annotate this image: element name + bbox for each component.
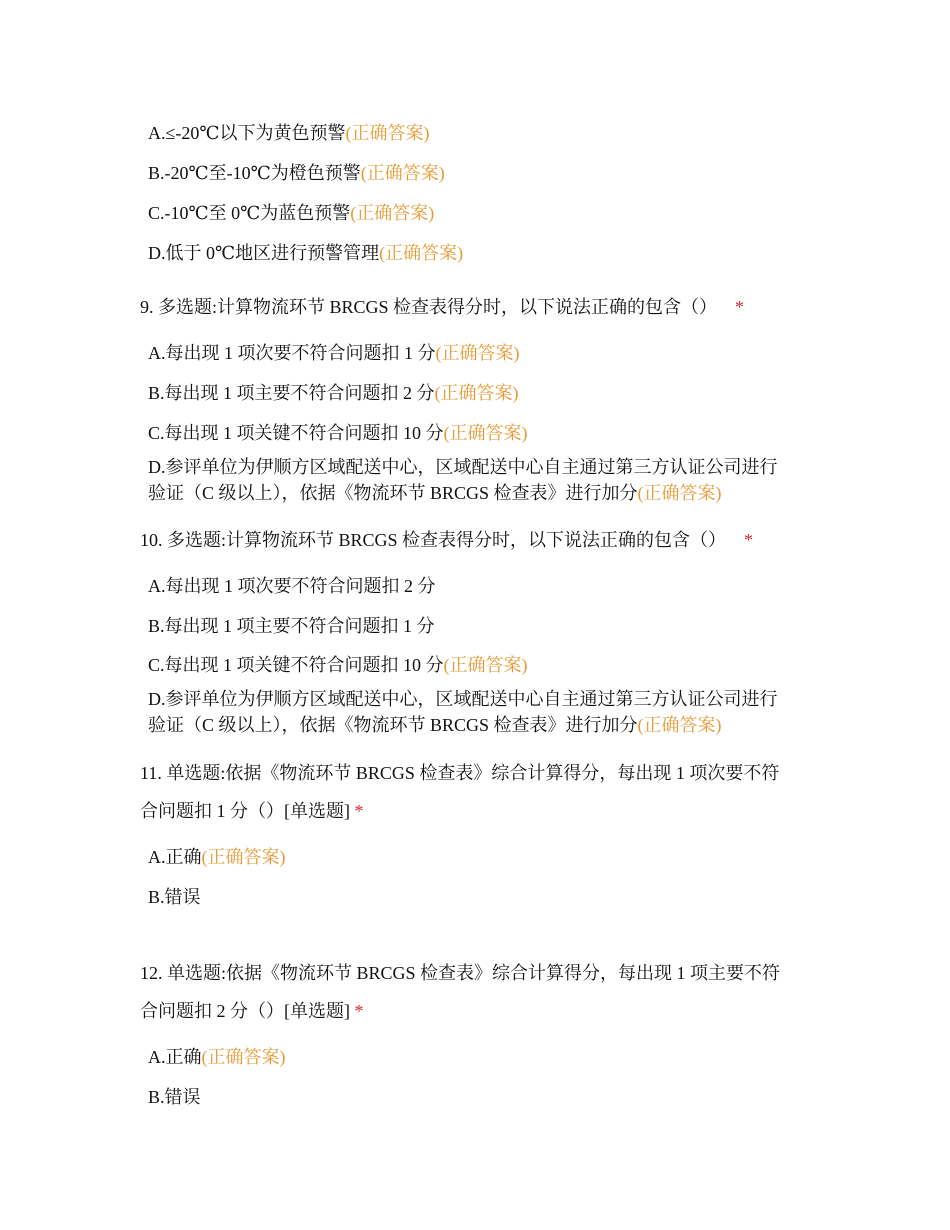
q12-option-a — [148, 1046, 286, 1068]
required-mark: * — [744, 530, 754, 550]
required-mark: * — [735, 297, 745, 317]
correct-answer-label: (正确答案) — [443, 423, 528, 443]
q9-option-b — [148, 382, 519, 404]
option-text: 验证（C 级以上），依据《物流环节 BRCGS 检查表》进行加分 — [148, 483, 638, 503]
question-text: 合问题扣 2 分（）[单选题] — [140, 1001, 350, 1021]
q10-option-c — [148, 654, 528, 676]
q11-option-a — [148, 846, 286, 868]
q11-option-b — [148, 886, 201, 908]
question-text: 9. 多选题:计算物流环节 BRCGS 检查表得分时，以下说法正确的包含（） — [140, 297, 718, 317]
option-text: D.参评单位为伊顺方区域配送中心，区域配送中心自主通过第三方认证公司进行 — [148, 689, 778, 709]
required-mark: * — [354, 1001, 364, 1021]
correct-answer-label: (正确答案) — [201, 847, 286, 867]
option-text: D.参评单位为伊顺方区域配送中心，区域配送中心自主通过第三方认证公司进行 — [148, 457, 778, 477]
option-text: B.错误 — [148, 887, 201, 907]
correct-answer-label: (正确答案) — [350, 203, 435, 223]
q10-title — [140, 529, 753, 551]
question-text: 12. 单选题:依据《物流环节 BRCGS 检查表》综合计算得分，每出现 1 项主要不符 — [140, 963, 781, 983]
question-text: 合问题扣 1 分（）[单选题] — [140, 801, 350, 821]
question-text: 10. 多选题:计算物流环节 BRCGS 检查表得分时，以下说法正确的包含（） — [140, 530, 727, 550]
option-text: A.每出现 1 项次要不符合问题扣 1 分 — [148, 343, 436, 363]
option-text: C.每出现 1 项关键不符合问题扣 10 分 — [148, 423, 444, 443]
q10-option-d-line1 — [148, 688, 778, 710]
q9-option-d-line1 — [148, 456, 778, 478]
correct-answer-label: (正确答案) — [637, 715, 722, 735]
correct-answer-label: (正确答案) — [637, 483, 722, 503]
q8-option-c — [148, 202, 434, 224]
option-text: B.每出现 1 项主要不符合问题扣 2 分 — [148, 383, 435, 403]
correct-answer-label: (正确答案) — [435, 343, 520, 363]
question-text: 11. 单选题:依据《物流环节 BRCGS 检查表》综合计算得分，每出现 1 项次要不符 — [140, 763, 780, 783]
correct-answer-label: (正确答案) — [201, 1047, 286, 1067]
q9-option-c — [148, 422, 528, 444]
q8-option-a — [148, 122, 430, 144]
correct-answer-label: (正确答案) — [443, 655, 528, 675]
option-text: A.≤-20℃以下为黄色预警 — [148, 123, 346, 143]
q12-option-b — [148, 1086, 201, 1108]
q12-title-line2 — [140, 1000, 364, 1022]
q8-option-d — [148, 242, 463, 264]
correct-answer-label: (正确答案) — [345, 123, 430, 143]
correct-answer-label: (正确答案) — [379, 243, 464, 263]
option-text: B.-20℃至-10℃为橙色预警 — [148, 163, 361, 183]
q8-option-b — [148, 162, 445, 184]
correct-answer-label: (正确答案) — [434, 383, 519, 403]
option-text: B.错误 — [148, 1087, 201, 1107]
q10-option-a — [148, 575, 436, 597]
q9-title — [140, 296, 744, 318]
option-text: C.每出现 1 项关键不符合问题扣 10 分 — [148, 655, 444, 675]
q11-title-line1 — [140, 762, 779, 784]
option-text: C.-10℃至 0℃为蓝色预警 — [148, 203, 351, 223]
q9-option-a — [148, 342, 520, 364]
q12-title-line1 — [140, 962, 780, 984]
required-mark: * — [354, 801, 364, 821]
option-text: D.低于 0℃地区进行预警管理 — [148, 243, 380, 263]
option-text: 验证（C 级以上），依据《物流环节 BRCGS 检查表》进行加分 — [148, 715, 638, 735]
q9-option-d-line2 — [148, 482, 722, 504]
q10-option-b — [148, 615, 435, 637]
option-text: A.正确 — [148, 1047, 202, 1067]
option-text: A.每出现 1 项次要不符合问题扣 2 分 — [148, 576, 436, 596]
q10-option-d-line2 — [148, 714, 722, 736]
option-text: B.每出现 1 项主要不符合问题扣 1 分 — [148, 616, 435, 636]
q11-title-line2 — [140, 800, 364, 822]
option-text: A.正确 — [148, 847, 202, 867]
correct-answer-label: (正确答案) — [360, 163, 445, 183]
